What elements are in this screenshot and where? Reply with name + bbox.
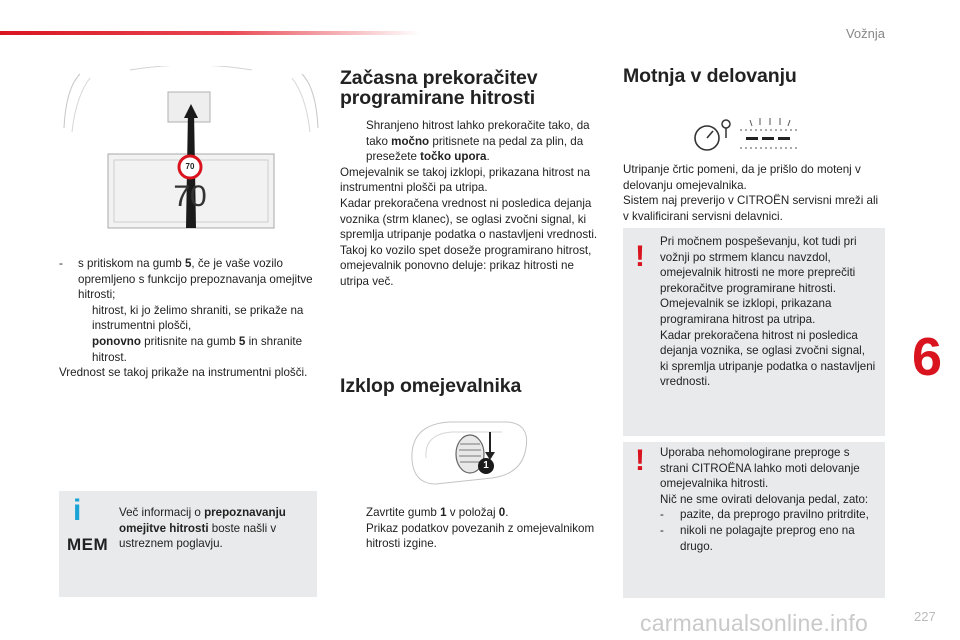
section-label: Vožnja <box>845 26 885 41</box>
left-column-text <box>59 256 321 381</box>
bullet-save-speed: - s pritiskom na gumb 5, če je vaše vozilo opremljeno s funkcijo prepoznavanja omejitve hitrosti; <box>59 257 313 302</box>
warning-2-paragraph-2: Nič ne sme ovirati delovanja pedal, zato: <box>660 492 869 506</box>
warning-1-paragraph-3: Kadar prekoračena hitrost ni posledica dejanja voznika, se oglasi zvočni signal, ki spremlja utripanje podatka o nastavljeni vrednosti. <box>660 328 876 389</box>
warning-2-paragraph-1: Uporaba nehomologirane preproge s strani CITROËNA lahko moti delovanje omejevalnika hitrosti. <box>660 446 860 491</box>
middle-paragraph-1: Omejevalnik se takoj izklopi, prikazana hitrost na instrumentni plošči pa utripa. <box>340 165 591 195</box>
mem-icon: MEM <box>67 535 109 554</box>
instrument-panel-figure <box>60 66 322 232</box>
limiter-dashes-illustration <box>692 112 804 156</box>
section-title-temporary-exceed: Začasna prekoračitev programirane hitrosti <box>340 67 538 109</box>
chapter-number: 6 <box>911 327 942 387</box>
stalk-illustration <box>406 414 534 490</box>
warning-icon: ! <box>635 444 645 477</box>
step-exceed-speed: Shranjeno hitrost lahko prekoračite tako, da tako močno pritisnete na pedal za plin, da presežete točko upora. <box>340 118 598 165</box>
sub-step-display: hitrost, ki jo želimo shraniti, se prikaže na instrumentni plošči, <box>78 303 321 334</box>
warning-1-paragraph-2: Omejevalnik se izklopi, prikazana programirana hitrost pa utripa. <box>660 297 832 326</box>
step-marker-icon <box>78 334 92 365</box>
middle-paragraph-2: Kadar prekoračena vrednost ni posledica dejanja voznika (strm klanec), se oglasi zvočni signal, ki spremlja utripanje podatka o nastavljeni vrednosti. <box>340 196 598 242</box>
step-marker-icon <box>78 303 92 334</box>
step-marker-icon <box>340 505 366 552</box>
stalk-knob-figure <box>406 414 534 490</box>
warning-icon: ! <box>635 240 645 273</box>
info-note-box <box>59 491 317 597</box>
warning-box-floor-mats <box>623 442 885 598</box>
warning-1-paragraph-1: Pri močnem pospeševanju, kot tudi pri vožnji po strmem klancu navzdol, omejevalnik hitrosti ne more preprečiti prekoračitve programirane hitrosti. <box>660 235 857 295</box>
section-title-malfunction: Motnja v delovanju <box>623 65 797 87</box>
speed-display-value: 70 <box>173 180 207 213</box>
watermark: carmanualsonline.info <box>640 610 868 636</box>
warning-box-acceleration <box>623 228 885 436</box>
page-number: 227 <box>914 609 936 624</box>
info-icon: i <box>73 494 82 527</box>
middle-column-bottom <box>340 505 598 552</box>
info-note-text: Več informacij o prepoznavanju omejitve hitrosti boste našli v ustreznem poglavju. <box>119 506 286 551</box>
warning-2-item-1: - pazite, da preprogo pravilno pritrdite, <box>660 508 869 522</box>
sub-step-press-again: ponovno pritisnite na gumb 5 in shranite hitrost. <box>78 334 321 365</box>
warning-2-item-2: - nikoli ne polagajte preprog eno na drugo. <box>660 523 855 553</box>
left-paragraph: Vrednost se takoj prikaže na instrumentni plošči. <box>59 366 308 380</box>
malfunction-paragraph-2: Sistem naj preverijo v CITROËN servisni mreži ali v kvalificirani servisni delavnici. <box>623 194 879 223</box>
section-title-deactivation: Izklop omejevalnika <box>340 375 522 397</box>
header-accent-bar <box>0 31 420 35</box>
speed-limit-sign-value: 70 <box>185 162 195 171</box>
middle-column-top <box>340 68 598 290</box>
middle-paragraph-3: Takoj ko vozilo spet doseže programirano hitrost, omejevalnik ponovno deluje: prikaz hitrosti ne utripa več. <box>340 243 592 288</box>
right-column-text <box>623 162 885 224</box>
knob-callout-number: 1 <box>483 460 489 471</box>
step-turn-knob: Zavrtite gumb 1 v položaj 0. Prikaz podatkov povezanih z omejevalnikom hitrosti izgine. <box>340 505 598 552</box>
malfunction-paragraph-1: Utripanje črtic pomeni, da je prišlo do motenj v delovanju omejevalnika. <box>623 163 861 192</box>
step-marker-icon <box>340 118 366 165</box>
malfunction-display-figure <box>692 112 804 156</box>
